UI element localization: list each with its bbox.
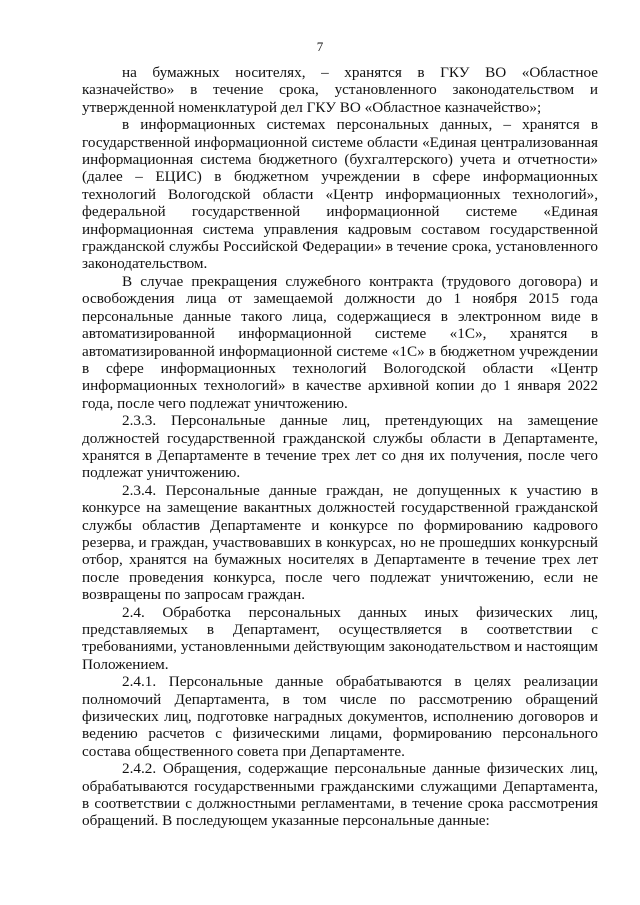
paragraph-contract-termination: В случае прекращения служебного контракта (трудового договора) и освобождения лица от замещаемой должности до 1 ноября 2015 года персональные данные такого лица, содержащиеся в электронном виде в автоматизированной информационной системе «1С», хранятся в автоматизированной информационной системе «1С» в бюджетном учреждении в сфере информационных технологий Вологодской области «Центр информационных технологий» в качестве архивной копии до 1 января 2022 года, после чего подлежат уничтожению.: [82, 272, 598, 412]
paragraph-2-4: 2.4. Обработка персональных данных иных физических лиц, представляемых в Департамент, осуществляется в соответствии с требованиями, установленными действующим законодательством и настоящим Положением.: [82, 603, 598, 673]
document-body: [82, 64, 598, 830]
paragraph-information-systems: в информационных системах персональных данных, – хранятся в государственной информационной системе области «Единая централизованная информационная система бюджетного (бухгалтерского) учета и отчетности» (далее – ЕЦИС) в бюджетном учреждении в сфере информационных технологий Вологодской области «Центр информационных технологий», федеральной государственной информационной системе «Единая информационная система управления кадровым составом государственной гражданской службы Российской Федерации» в течение срока, установленного законодательством.: [82, 116, 598, 273]
paragraph-2-3-3: 2.3.3. Персональные данные лиц, претендующих на замещение должностей государственной гражданской службы области в Департаменте, хранятся в Департаменте в течение трех лет со дня их получения, после чего подлежат уничтожению.: [82, 412, 598, 482]
paragraph-2-4-1: 2.4.1. Персональные данные обрабатываются в целях реализации полномочий Департамента, в том числе по рассмотрению обращений физических лиц, подготовке наградных документов, исполнению договоров и ведению расчетов с физическими лицами, формированию персонального состава общественного совета при Департаменте.: [82, 673, 598, 760]
paragraph-2-4-2: 2.4.2. Обращения, содержащие персональные данные физических лиц, обрабатываются государственными гражданскими служащими Департамента, в соответствии с должностными регламентами, в течение срока рассмотрения обращений. В последующем указанные персональные данные:: [82, 760, 598, 830]
page-number: 7: [316, 39, 324, 54]
paragraph-paper-storage: на бумажных носителях, – хранятся в ГКУ ВО «Областное казначейство» в течение срока, установленного законодательством и утвержденной номенклатурой дел ГКУ ВО «Областное казначейство»;: [82, 64, 598, 116]
paragraph-2-3-4: 2.3.4. Персональные данные граждан, не допущенных к участию в конкурсе на замещение вакантных должностей государственной гражданской службы областив Департаменте и конкурсе по формированию кадрового резерва, и граждан, участвовавших в конкурсах, но не прошедших конкурсный отбор, хранятся на бумажных носителях в Департаменте в течение трех лет после проведения конкурса, после чего подлежат уничтожению, если не возвращены по запросам граждан.: [82, 481, 598, 604]
